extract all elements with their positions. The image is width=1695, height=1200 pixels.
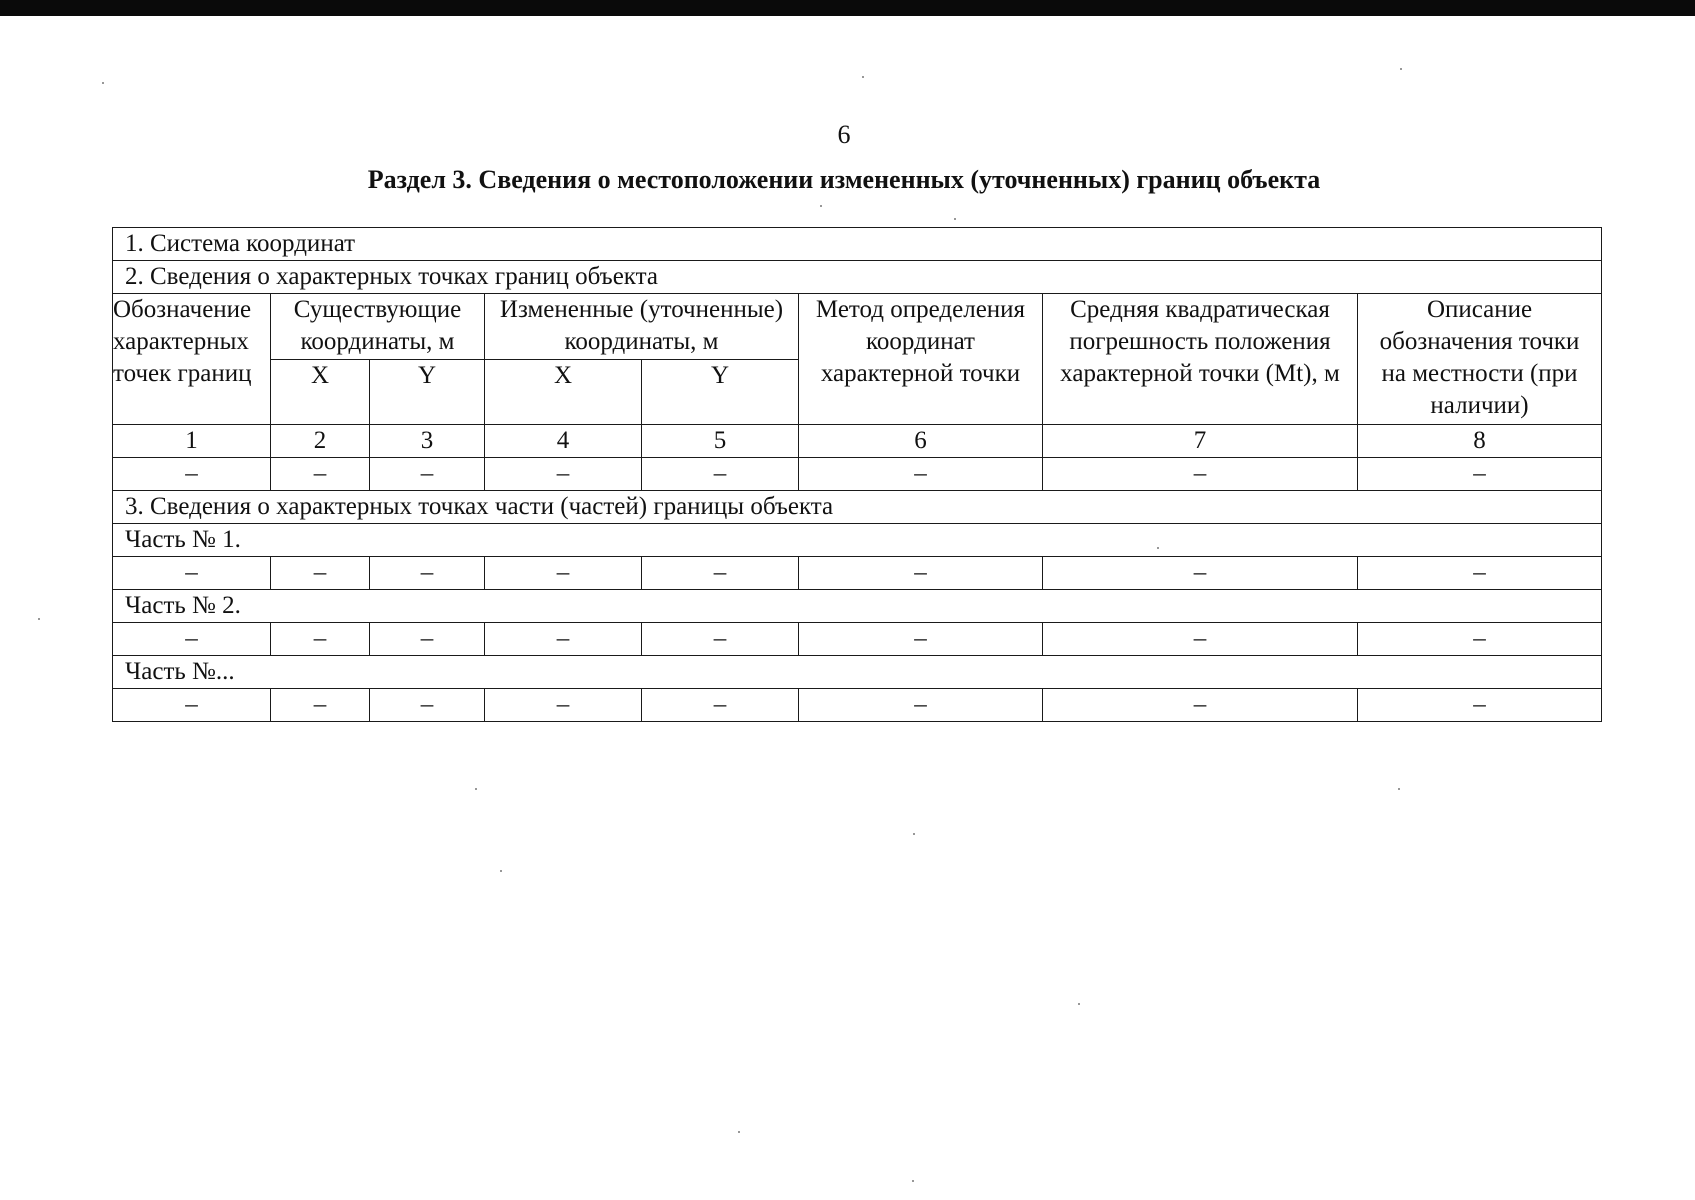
header-changed-coordinates (485, 294, 799, 360)
table-row (113, 557, 1602, 590)
scan-speck (820, 205, 822, 207)
column-number: 4 (485, 425, 642, 458)
scan-speck (102, 82, 104, 84)
header-mean-square-error (1043, 294, 1358, 425)
empty-cell-dash: – (1043, 689, 1358, 722)
row-coordinate-system (113, 228, 1602, 261)
header-changed-line: Измененные (уточненные) (499, 296, 784, 323)
empty-cell-dash: – (485, 557, 642, 590)
scan-speck (1157, 547, 1159, 549)
part-header-row (113, 656, 1602, 689)
empty-cell-dash: – (370, 458, 485, 491)
column-number: 3 (370, 425, 485, 458)
header-existing-y: Y (370, 359, 485, 425)
column-number: 7 (1043, 425, 1358, 458)
empty-cell-dash: – (271, 458, 370, 491)
scan-speck (1398, 788, 1400, 790)
empty-cell-dash: – (1043, 557, 1358, 590)
empty-cell-dash: – (113, 458, 271, 491)
table-row (113, 458, 1602, 491)
scan-speck (475, 788, 477, 790)
boundary-points-table (112, 227, 1602, 722)
header-description-line: Описание (1426, 296, 1533, 323)
header-point-description (1358, 294, 1602, 425)
empty-cell-dash: – (1043, 623, 1358, 656)
scan-speck (912, 1180, 914, 1182)
empty-cell-dash: – (799, 689, 1043, 722)
empty-cell-dash: – (485, 458, 642, 491)
coordinate-system-label: 1. Система координат (113, 228, 1602, 261)
empty-cell-dash: – (370, 557, 485, 590)
empty-cell-dash: – (271, 689, 370, 722)
scan-speck (1400, 68, 1402, 70)
section-title: Раздел 3. Сведения о местоположении измененных (уточненных) границ объекта (367, 165, 1321, 194)
empty-cell-dash: – (485, 623, 642, 656)
row-points-info (113, 261, 1602, 294)
column-number: 8 (1358, 425, 1602, 458)
header-point-designation-line: точек границ (113, 360, 252, 387)
part-header-row (113, 590, 1602, 623)
header-changed-line: координаты, м (564, 328, 719, 355)
part-label: Часть №... (113, 656, 1602, 689)
header-changed-y: Y (642, 359, 799, 425)
scan-speck (954, 218, 956, 220)
empty-cell-dash: – (642, 458, 799, 491)
empty-cell-dash: – (113, 557, 271, 590)
column-number: 5 (642, 425, 799, 458)
table-row (113, 623, 1602, 656)
empty-cell-dash: – (799, 623, 1043, 656)
header-method-line: Метод определения (815, 296, 1026, 323)
empty-cell-dash: – (113, 689, 271, 722)
empty-cell-dash: – (1358, 458, 1602, 491)
column-number: 1 (113, 425, 271, 458)
empty-cell-dash: – (370, 689, 485, 722)
header-existing-x: X (271, 359, 370, 425)
empty-cell-dash: – (642, 623, 799, 656)
empty-cell-dash: – (485, 689, 642, 722)
points-info-label: 2. Сведения о характерных точках границ объекта (113, 261, 1602, 294)
scan-speck (738, 1131, 740, 1133)
empty-cell-dash: – (642, 689, 799, 722)
page-top-border (0, 0, 1695, 16)
part-label: Часть № 1. (113, 524, 1602, 557)
column-number: 6 (799, 425, 1043, 458)
header-existing-line: координаты, м (300, 328, 455, 355)
header-point-designation-line: характерных (113, 328, 249, 355)
header-description-line: обозначения точки (1379, 328, 1580, 355)
column-number: 2 (271, 425, 370, 458)
row-parts-info (113, 491, 1602, 524)
table-row (113, 689, 1602, 722)
empty-cell-dash: – (1358, 623, 1602, 656)
parts-info-label: 3. Сведения о характерных точках части (частей) границы объекта (113, 491, 1602, 524)
scan-speck (1078, 1003, 1080, 1005)
empty-cell-dash: – (271, 557, 370, 590)
empty-cell-dash: – (113, 623, 271, 656)
header-point-designation (113, 294, 271, 425)
empty-cell-dash: – (799, 458, 1043, 491)
header-row-top (113, 294, 1602, 360)
scan-speck (862, 76, 864, 78)
header-method-line: координат (866, 328, 975, 355)
header-error-line: погрешность положения (1069, 328, 1331, 355)
header-description-line: наличии) (1430, 392, 1529, 419)
part-header-row (113, 524, 1602, 557)
empty-cell-dash: – (799, 557, 1043, 590)
page-number: 6 (837, 120, 851, 149)
header-description-line: на местности (при (1381, 360, 1578, 387)
empty-cell-dash: – (1358, 689, 1602, 722)
empty-cell-dash: – (370, 623, 485, 656)
header-point-designation-line: Обозначение (113, 296, 252, 323)
header-error-line: характерной точки (Mt), м (1060, 360, 1340, 387)
scan-speck (500, 870, 502, 872)
header-method (799, 294, 1043, 425)
part-label: Часть № 2. (113, 590, 1602, 623)
header-error-line: Средняя квадратическая (1070, 296, 1330, 323)
header-existing-line: Существующие (293, 296, 462, 323)
empty-cell-dash: – (271, 623, 370, 656)
scan-speck (38, 618, 40, 620)
column-numbers-row (113, 425, 1602, 458)
header-existing-coordinates (271, 294, 485, 360)
header-changed-x: X (485, 359, 642, 425)
scan-speck (913, 833, 915, 835)
empty-cell-dash: – (642, 557, 799, 590)
empty-cell-dash: – (1358, 557, 1602, 590)
empty-cell-dash: – (1043, 458, 1358, 491)
header-method-line: характерной точки (820, 360, 1021, 387)
